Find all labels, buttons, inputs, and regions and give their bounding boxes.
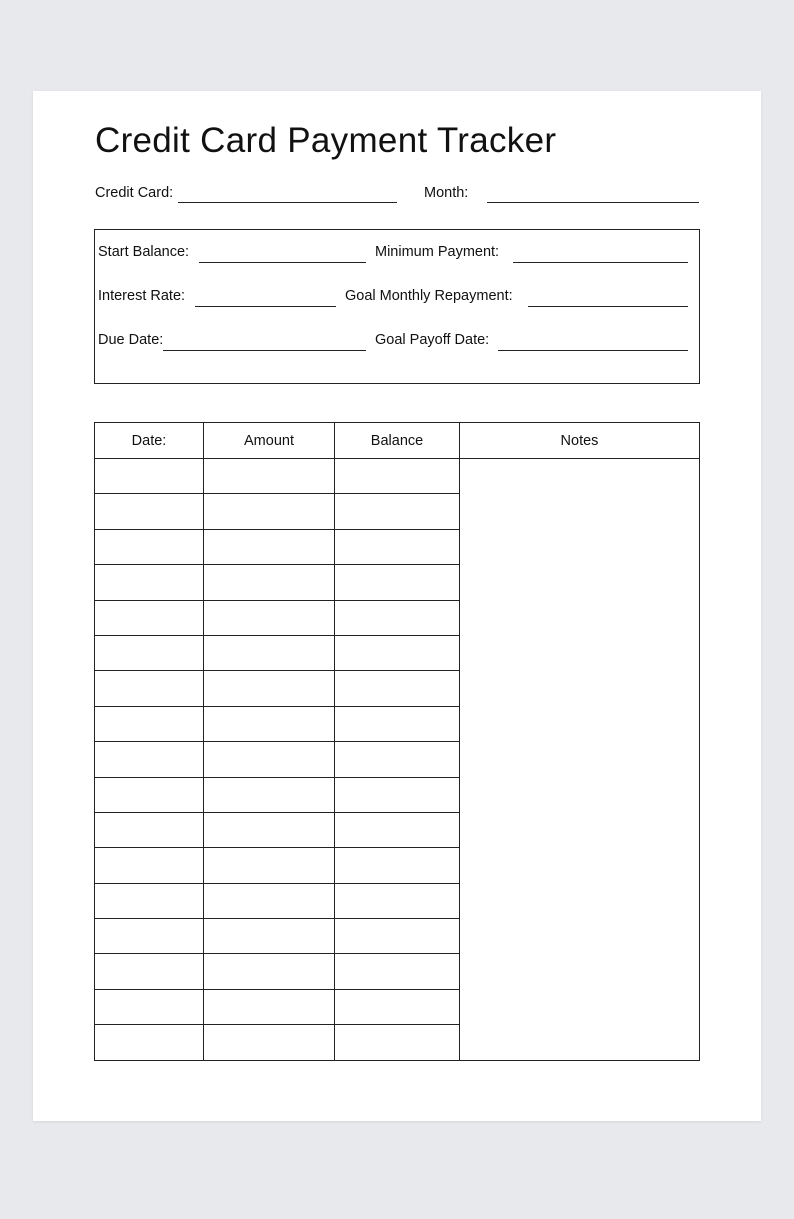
balance-cell[interactable]: [335, 812, 460, 847]
table-row: [95, 459, 700, 494]
balance-cell[interactable]: [335, 848, 460, 883]
start-balance-label: Start Balance:: [98, 244, 190, 260]
start-balance-field[interactable]: [199, 262, 366, 263]
month-label: Month:: [424, 185, 469, 201]
date-cell[interactable]: [95, 883, 204, 918]
goal-payoff-date-label: Goal Payoff Date:: [375, 332, 490, 348]
amount-cell[interactable]: [204, 565, 335, 600]
date-cell[interactable]: [95, 706, 204, 741]
credit-card-label: Credit Card:: [95, 185, 174, 201]
amount-cell[interactable]: [204, 777, 335, 812]
balance-cell[interactable]: [335, 671, 460, 706]
date-cell[interactable]: [95, 459, 204, 494]
minimum-payment-label: Minimum Payment:: [375, 244, 500, 260]
amount-cell[interactable]: [204, 919, 335, 954]
amount-cell[interactable]: [204, 954, 335, 989]
tracker-page: [33, 91, 761, 1121]
date-cell[interactable]: [95, 635, 204, 670]
balance-cell[interactable]: [335, 565, 460, 600]
notes-area[interactable]: [460, 459, 700, 1061]
payment-log-table: [94, 422, 700, 1061]
date-cell[interactable]: [95, 529, 204, 564]
column-header-balance: Balance: [335, 423, 460, 459]
column-header-amount: Amount: [204, 423, 335, 459]
date-cell[interactable]: [95, 777, 204, 812]
due-date-field[interactable]: [163, 350, 366, 351]
balance-cell[interactable]: [335, 635, 460, 670]
interest-rate-field[interactable]: [195, 306, 336, 307]
amount-cell[interactable]: [204, 459, 335, 494]
date-cell[interactable]: [95, 565, 204, 600]
date-cell[interactable]: [95, 1025, 204, 1060]
page-title: Credit Card Payment Tracker: [95, 121, 557, 160]
amount-cell[interactable]: [204, 989, 335, 1024]
balance-cell[interactable]: [335, 777, 460, 812]
date-cell[interactable]: [95, 919, 204, 954]
amount-cell[interactable]: [204, 706, 335, 741]
account-info-box: [94, 229, 700, 384]
balance-cell[interactable]: [335, 706, 460, 741]
table-body: [95, 459, 700, 1061]
amount-cell[interactable]: [204, 635, 335, 670]
date-cell[interactable]: [95, 671, 204, 706]
balance-cell[interactable]: [335, 919, 460, 954]
month-field[interactable]: [487, 202, 699, 203]
balance-cell[interactable]: [335, 459, 460, 494]
balance-cell[interactable]: [335, 742, 460, 777]
amount-cell[interactable]: [204, 848, 335, 883]
balance-cell[interactable]: [335, 883, 460, 918]
date-cell[interactable]: [95, 848, 204, 883]
balance-cell[interactable]: [335, 600, 460, 635]
amount-cell[interactable]: [204, 883, 335, 918]
goal-payoff-date-field[interactable]: [498, 350, 688, 351]
amount-cell[interactable]: [204, 529, 335, 564]
date-cell[interactable]: [95, 812, 204, 847]
goal-monthly-repayment-label: Goal Monthly Repayment:: [345, 288, 513, 304]
date-cell[interactable]: [95, 494, 204, 529]
balance-cell[interactable]: [335, 989, 460, 1024]
date-cell[interactable]: [95, 742, 204, 777]
minimum-payment-field[interactable]: [513, 262, 688, 263]
credit-card-field[interactable]: [178, 202, 397, 203]
amount-cell[interactable]: [204, 671, 335, 706]
balance-cell[interactable]: [335, 954, 460, 989]
amount-cell[interactable]: [204, 600, 335, 635]
due-date-label: Due Date:: [98, 332, 164, 348]
amount-cell[interactable]: [204, 494, 335, 529]
balance-cell[interactable]: [335, 494, 460, 529]
column-header-notes: Notes: [460, 423, 700, 459]
goal-monthly-repayment-field[interactable]: [528, 306, 688, 307]
interest-rate-label: Interest Rate:: [98, 288, 186, 304]
amount-cell[interactable]: [204, 742, 335, 777]
date-cell[interactable]: [95, 600, 204, 635]
amount-cell[interactable]: [204, 812, 335, 847]
table-header-row: [95, 423, 700, 459]
date-cell[interactable]: [95, 954, 204, 989]
balance-cell[interactable]: [335, 1025, 460, 1060]
amount-cell[interactable]: [204, 1025, 335, 1060]
date-cell[interactable]: [95, 989, 204, 1024]
balance-cell[interactable]: [335, 529, 460, 564]
column-header-date: Date:: [95, 423, 204, 459]
